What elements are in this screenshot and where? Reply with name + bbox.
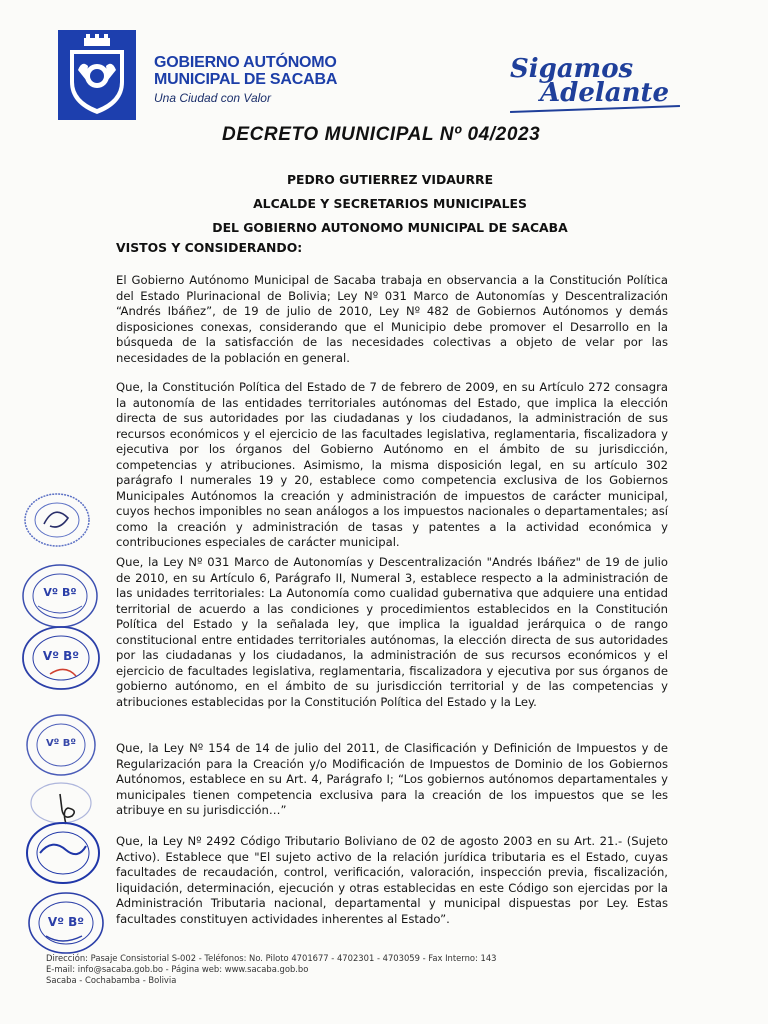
- vobo-stamp-icon: [24, 820, 102, 886]
- vobo-stamp-icon: [20, 562, 100, 630]
- round-stamp-icon: [22, 490, 92, 550]
- org-name: [154, 54, 337, 88]
- authority-institution: DEL GOBIERNO AUTONOMO MUNICIPAL DE SACABA: [212, 220, 568, 235]
- authority-name: PEDRO GUTIERREZ VIDAURRE: [286, 172, 494, 187]
- paragraph: Que, la Ley Nº 2492 Código Tributario Boliviano de 02 de agosto 2003 en su Art. 21.- (Sujeto Activo). Establece que "El sujeto activo de la relación jurídica tributaria es el Estado, cuyas facultades de recaudación, control, verificación, valoración, inspección previa, fiscalización, liquidación, determinación, ejecución y otras establecidas en este Código son ejercidas por la Administración Tributaria nacional, departamental y municipal dispuestas por Ley. Estas facultades constituyen actividades inherentes al Estado”.: [116, 834, 668, 926]
- paragraph: El Gobierno Autónomo Municipal de Sacaba trabaja en observancia a la Constitución Política del Estado Plurinacional de Bolivia; Ley Nº 031 Marco de Autonomías y Descentralización “Andrés Ibáñez”, de 19 de julio de 2010, Ley Nº 482 de Gobiernos Autónomos y demás disposiciones conexas, considerando que el Municipio debe promover el Desarrollo en la búsqueda de la satisfacción de las necesidades colectivas a objeto de velar por las necesidades de la población en general.: [116, 273, 668, 365]
- org-tagline: Una Ciudad con Valor: [154, 91, 271, 105]
- vobo-stamp-text: Vº Bº: [47, 915, 85, 929]
- authority-role: ALCALDE Y SECRETARIOS MUNICIPALES: [253, 196, 527, 211]
- vobo-stamp-text: Vº Bº: [42, 649, 80, 663]
- org-name-line2: MUNICIPAL DE SACABA: [154, 71, 338, 88]
- footer-address: Dirección: Pasaje Consistorial S-002 - Teléfonos: No. Piloto 4701677 - 4702301 - 4703059 - Fax Interno: 143: [46, 953, 497, 963]
- paragraph: Que, la Ley Nº 031 Marco de Autonomías y Descentralización "Andrés Ibáñez" de 19 de julio de 2010, en su Artículo 6, Parágrafo II, Numeral 3, establece respecto a la administración de las unidades territoriales: La Autonomía como cualidad gubernativa que adquiere una entidad territorial de acuerdo a las condiciones y procedimientos establecidos en la Constitución Política del Estado y la señalada ley, que implica la igualdad jerárquica o de rango constitucional entre entidades territoriales autónomas, la elección directa de sus autoridades por las ciudadanas y los ciudadanos, la administración de sus recursos económicos y el ejercicio de facultades legislativa, reglamentaria, fiscalizadora y ejecutiva por sus órganos de gobierno autónomo, en el ámbito de su jurisdicción territorial y de las competencias y atribuciones establecidas por la Constitución Política del Estado y la Ley.: [116, 555, 668, 709]
- vobo-stamp-text: Vº Bº: [43, 586, 77, 599]
- footer-location: Sacaba - Cochabamba - Bolivia: [46, 975, 177, 985]
- paragraph: Que, la Constitución Política del Estado de 7 de febrero de 2009, en su Artículo 272 consagra la autonomía de las entidades territoriales autónomas del Estado, que implica la elección directa de sus autoridades por las ciudadanas y los ciudadanos, la administración de sus recursos económicos y el ejercicio de las facultades legislativa, reglamentaria, fiscalizadora y ejecutiva por los órganos del Gobierno Autónomo en el ámbito de su jurisdicción, competencias y atribuciones. Asimismo, la misma disposición legal, en su artículo 302 parágrafo I numerales 19 y 20, establece como competencia exclusiva de los Gobiernos Municipales Autónomos la creación y administración de impuestos de carácter municipal, cuyos hechos imponibles no sean análogos a los impuestos nacionales o departamentales; así como la creación y administración de tasas y patentes a la actividad económica y contribuciones especiales de carácter municipal.: [116, 380, 668, 549]
- vobo-stamp-icon: [24, 712, 98, 778]
- org-name-line1: GOBIERNO AUTÓNOMO: [154, 54, 337, 71]
- page-footer: [46, 953, 496, 986]
- footer-contact: E-mail: info@sacaba.gob.bo - Página web: www.sacaba.gob.bo: [46, 964, 309, 974]
- slogan-logo: [500, 48, 690, 118]
- decree-title: DECRETO MUNICIPAL Nº 04/2023: [222, 124, 541, 145]
- vobo-stamp-icon: [26, 890, 106, 956]
- slogan-line2: Adelante: [540, 78, 670, 108]
- municipal-coat-of-arms-icon: [58, 30, 136, 120]
- paragraph: Que, la Ley Nº 154 de 14 de julio del 2011, de Clasificación y Definición de Impuestos y de Regularización para la Creación y/o Modificación de Impuestos de Dominio de los Gobiernos Autónomos, establece en su Art. 4, Parágrafo I; “Los gobiernos autónomos departamentales y municipales tienen competencia exclusiva para la creación de los impuestos que se les atribuye en su jurisdicción…”: [116, 741, 668, 817]
- section-heading: VISTOS Y CONSIDERANDO:: [116, 240, 303, 255]
- vobo-stamp-text: Vº Bº: [45, 738, 77, 749]
- slogan-line1: Sigamos: [510, 54, 634, 84]
- vobo-stamp-icon: [20, 624, 102, 692]
